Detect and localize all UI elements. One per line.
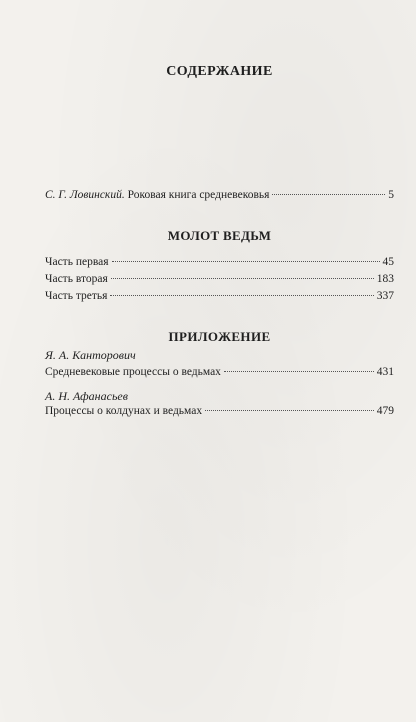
toc-entry-part-3 <box>45 289 394 303</box>
page-number: 337 <box>376 290 394 302</box>
dot-leader <box>205 410 374 411</box>
page-number: 45 <box>382 256 394 268</box>
part-label: Часть первая <box>45 256 109 268</box>
part-label: Часть вторая <box>45 273 108 285</box>
dot-leader <box>224 371 374 372</box>
section-title-appendix: ПРИЛОЖЕНИЕ <box>168 329 271 344</box>
page-number: 479 <box>376 405 394 417</box>
toc-entry-appendix-1 <box>45 365 394 379</box>
page-number: 431 <box>376 366 394 378</box>
appendix-entry-title: Процессы о колдунах и ведьмах <box>45 405 203 417</box>
section-title-main: МОЛОТ ВЕДЬМ <box>167 228 272 243</box>
toc-entry-intro <box>45 188 394 202</box>
appendix-author-1: Я. А. Канторович <box>45 348 136 362</box>
page-title: СОДЕРЖАНИЕ <box>166 64 273 79</box>
dot-leader <box>110 295 373 296</box>
page-number: 183 <box>376 273 394 285</box>
dot-leader <box>111 278 374 279</box>
intro-author: С. Г. Ловинский. <box>45 189 125 201</box>
toc-entry-appendix-2 <box>45 404 394 418</box>
page-number: 5 <box>388 189 394 201</box>
dot-leader <box>272 194 385 195</box>
toc-entry-part-1 <box>45 255 394 269</box>
part-label: Часть третья <box>45 290 108 302</box>
toc-entry-part-2 <box>45 272 394 286</box>
appendix-author-2: А. Н. Афанасьев <box>45 389 128 403</box>
dot-leader <box>112 261 380 262</box>
intro-title: Роковая книга средневековья <box>127 189 270 201</box>
appendix-entry-title: Средневековые процессы о ведьмах <box>45 366 221 378</box>
